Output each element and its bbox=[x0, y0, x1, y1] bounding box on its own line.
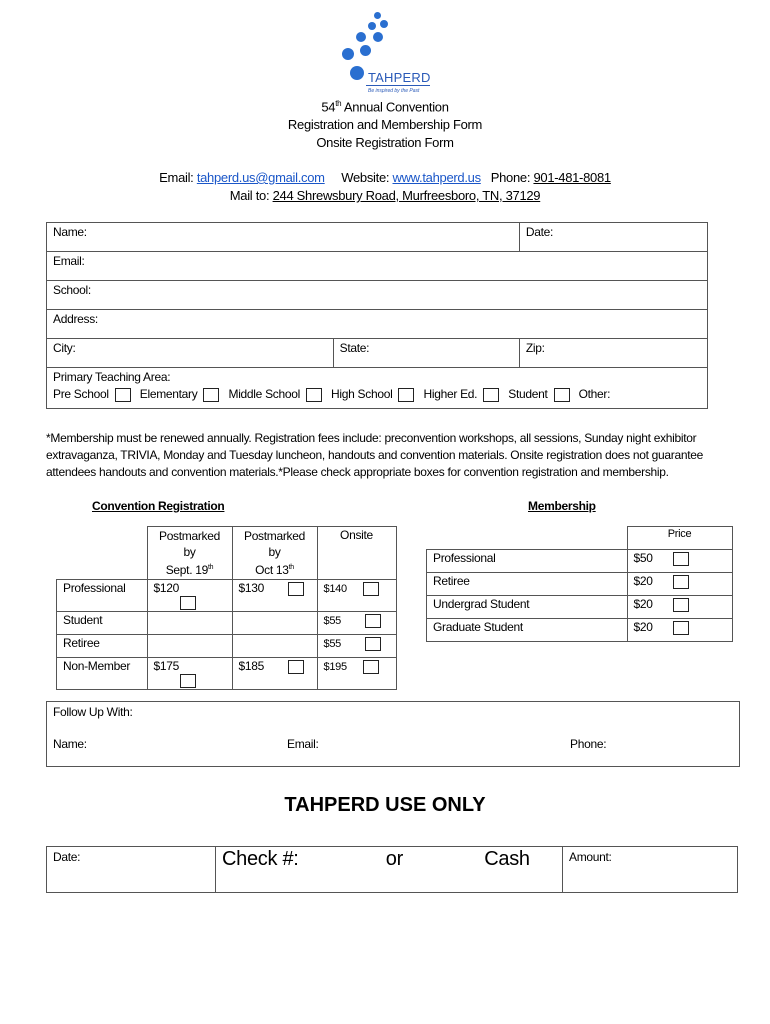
office-amount-field[interactable]: Amount: bbox=[563, 847, 738, 893]
mail-address: 244 Shrewsbury Road, Murfreesboro, TN, 37129 bbox=[272, 188, 541, 203]
follow-up-phone[interactable]: Phone: bbox=[570, 737, 607, 751]
email-field[interactable]: Email: bbox=[47, 252, 708, 281]
checkbox[interactable] bbox=[673, 598, 689, 612]
zip-field[interactable]: Zip: bbox=[519, 339, 707, 368]
checkbox[interactable] bbox=[363, 660, 379, 674]
form-heading-line3: Onsite Registration Form bbox=[316, 135, 454, 150]
convention-registration-title: Convention Registration bbox=[92, 499, 225, 513]
follow-up-title: Follow Up With: bbox=[53, 705, 133, 719]
office-date-field[interactable]: Date: bbox=[47, 847, 216, 893]
school-field[interactable]: School: bbox=[47, 281, 708, 310]
checkbox[interactable] bbox=[180, 674, 196, 688]
table-row: Retiree $20 bbox=[427, 573, 733, 596]
office-use-table bbox=[46, 846, 738, 893]
payment-method-field[interactable]: Check #: or Cash bbox=[216, 847, 563, 893]
follow-up-name[interactable]: Name: bbox=[53, 737, 87, 751]
membership-title: Membership bbox=[528, 499, 596, 513]
logo-name: TAHPERD bbox=[368, 70, 431, 85]
date-field[interactable]: Date: bbox=[519, 223, 707, 252]
preschool-checkbox[interactable] bbox=[115, 388, 131, 402]
middle-school-checkbox[interactable] bbox=[306, 388, 322, 402]
form-heading-line1: 54th Annual Convention bbox=[321, 99, 449, 115]
form-heading-line2: Registration and Membership Form bbox=[287, 117, 483, 132]
checkbox[interactable] bbox=[288, 660, 304, 674]
state-field[interactable]: State: bbox=[333, 339, 519, 368]
email-link[interactable]: tahperd.us@gmail.com bbox=[196, 170, 325, 185]
address-field[interactable]: Address: bbox=[47, 310, 708, 339]
contact-line: Email: tahperd.us@gmail.com Website: www.tahperd.us Phone: 901-481-8081 bbox=[159, 170, 611, 185]
city-field[interactable]: City: bbox=[47, 339, 334, 368]
teaching-area-options: Pre School Elementary Middle School High School Higher Ed. Student Other: bbox=[53, 387, 611, 401]
checkbox[interactable] bbox=[673, 575, 689, 589]
follow-up-email[interactable]: Email: bbox=[287, 737, 319, 751]
checkbox[interactable] bbox=[365, 614, 381, 628]
student-checkbox[interactable] bbox=[554, 388, 570, 402]
checkbox[interactable] bbox=[363, 582, 379, 596]
elementary-checkbox[interactable] bbox=[203, 388, 219, 402]
table-row: Graduate Student $20 bbox=[427, 619, 733, 642]
office-use-title: TAHPERD USE ONLY bbox=[284, 794, 486, 816]
table-row: Undergrad Student $20 bbox=[427, 596, 733, 619]
checkbox[interactable] bbox=[673, 552, 689, 566]
phone-number: 901-481-8081 bbox=[533, 170, 611, 185]
checkbox[interactable] bbox=[180, 596, 196, 610]
table-row: Non-Member $175 $185 $195 bbox=[57, 657, 397, 689]
logo-tagline: Be inspired by the Past bbox=[368, 88, 420, 94]
higher-ed-checkbox[interactable] bbox=[483, 388, 499, 402]
tahperd-logo bbox=[330, 8, 440, 100]
mail-line: Mail to: 244 Shrewsbury Road, Murfreesboro, TN, 37129 bbox=[229, 188, 541, 203]
registration-note: *Membership must be renewed annually. Registration fees include: preconvention workshops, all sessions, Sunday night exhibitor extravaganza, TRIVIA, Monday and Tuesday luncheon, handouts and convention materials. Onsite registration does not guarantee attendees handouts and convention materials.*Please check appropriate boxes for convention registration and membership. bbox=[46, 431, 704, 479]
name-field[interactable]: Name: bbox=[47, 223, 520, 252]
table-row: Retiree $55 bbox=[57, 634, 397, 657]
table-row: Student $55 bbox=[57, 611, 397, 634]
checkbox[interactable] bbox=[365, 637, 381, 651]
high-school-checkbox[interactable] bbox=[398, 388, 414, 402]
table-row: Professional $120 $130 $140 bbox=[57, 580, 397, 612]
table-row: Professional $50 bbox=[427, 550, 733, 573]
checkbox[interactable] bbox=[673, 621, 689, 635]
registration-table: Postmarked by Sept. 19th Postmarked by Oct 13th Onsite Professional $120 $130 $140 Student $55 Retiree $55 Non-Member $175 $185 $195 bbox=[56, 526, 397, 690]
teaching-area-field bbox=[47, 368, 708, 409]
teaching-area-label: Primary Teaching Area: bbox=[53, 370, 171, 384]
membership-table: Price Professional $50 Retiree $20 Undergrad Student $20 Graduate Student $20 bbox=[426, 526, 733, 642]
member-info-table bbox=[46, 222, 708, 409]
checkbox[interactable] bbox=[288, 582, 304, 596]
website-link[interactable]: www.tahperd.us bbox=[392, 170, 481, 185]
follow-up-box bbox=[46, 701, 740, 767]
